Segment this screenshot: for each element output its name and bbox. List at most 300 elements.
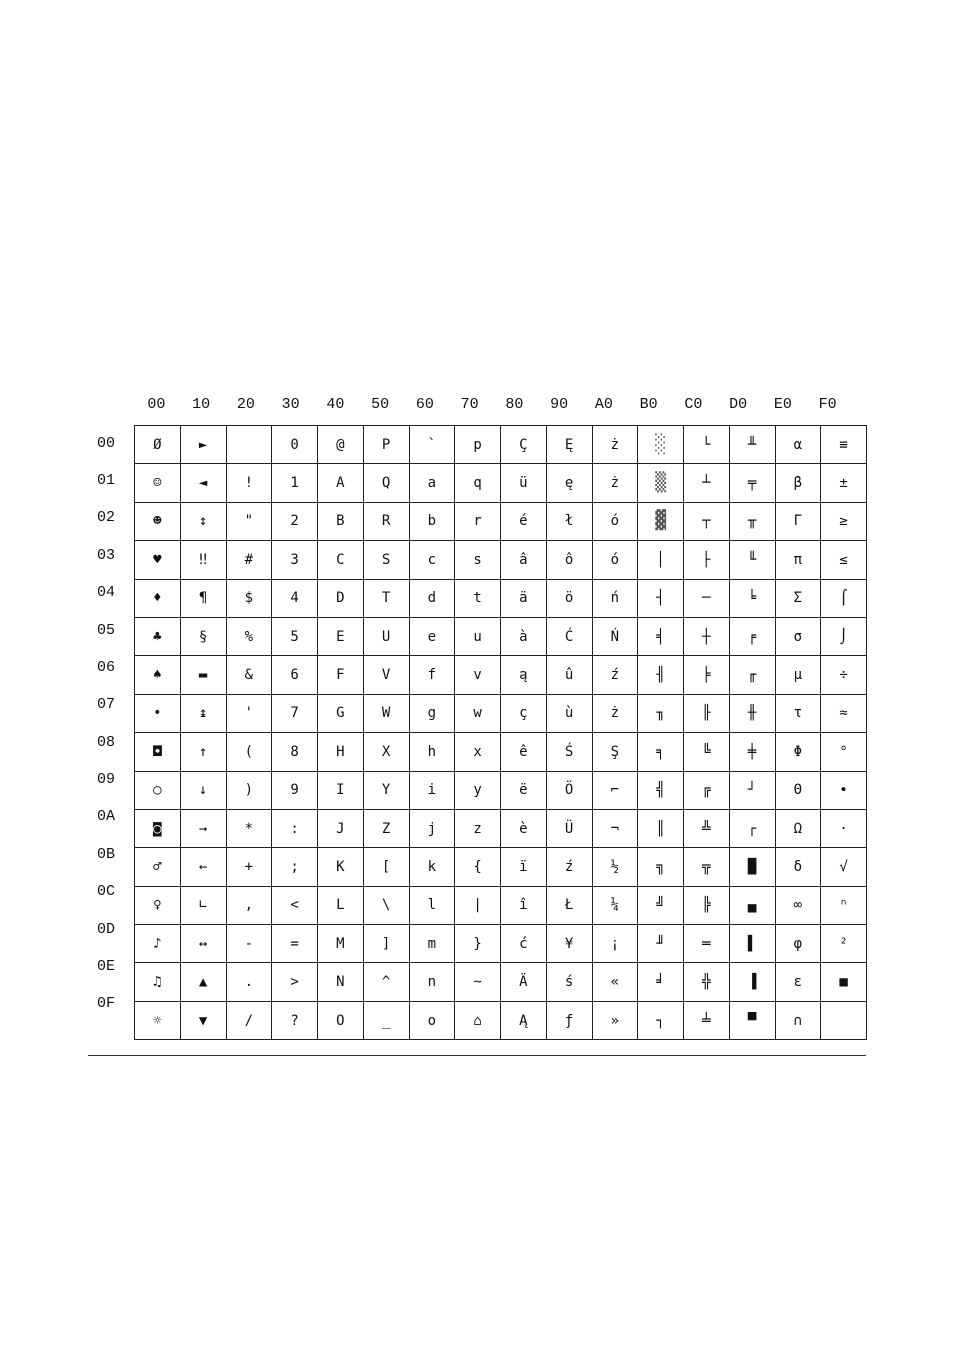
- char-cell: Ø: [135, 426, 181, 464]
- column-header-10: 10: [192, 396, 211, 413]
- char-cell: U: [363, 617, 409, 655]
- char-cell: ║: [638, 809, 684, 847]
- char-cell: ■: [821, 963, 867, 1001]
- row-header-column: [88, 425, 128, 1023]
- char-cell: H: [318, 733, 364, 771]
- char-cell: ┤: [638, 579, 684, 617]
- char-cell: ↔: [180, 925, 226, 963]
- char-cell: M: [318, 925, 364, 963]
- char-cell: ƒ: [546, 1001, 592, 1039]
- char-cell: ↑: [180, 733, 226, 771]
- char-cell: =: [272, 925, 318, 963]
- char-cell: P: [363, 426, 409, 464]
- char-cell: F: [318, 656, 364, 694]
- table-row: [135, 886, 867, 924]
- char-cell: B: [318, 502, 364, 540]
- row-header-02: 02: [96, 509, 115, 527]
- char-cell: ń: [592, 579, 638, 617]
- char-cell: ↨: [180, 694, 226, 732]
- char-cell: ö: [546, 579, 592, 617]
- char-cell: é: [501, 502, 547, 540]
- row-header-09: 09: [96, 771, 115, 789]
- char-cell: <: [272, 886, 318, 924]
- table-row: [135, 656, 867, 694]
- char-cell: ┐: [638, 1001, 684, 1039]
- char-cell: Ş: [592, 733, 638, 771]
- char-cell: ╔: [684, 771, 730, 809]
- char-cell: :: [272, 809, 318, 847]
- table-row: [135, 925, 867, 963]
- char-cell: ¼: [592, 886, 638, 924]
- char-cell: ∟: [180, 886, 226, 924]
- char-cell: [: [363, 848, 409, 886]
- char-cell: ░: [638, 426, 684, 464]
- row-header-0f: 0F: [96, 995, 115, 1013]
- char-cell: A: [318, 464, 364, 502]
- char-cell: i: [409, 771, 455, 809]
- char-cell: µ: [775, 656, 821, 694]
- char-cell: ╚: [684, 733, 730, 771]
- char-cell: [226, 426, 272, 464]
- table-row: [135, 963, 867, 1001]
- char-cell: ć: [501, 925, 547, 963]
- char-cell: &: [226, 656, 272, 694]
- char-cell: ○: [135, 771, 181, 809]
- char-cell: C: [318, 541, 364, 579]
- column-header-60: 60: [415, 396, 434, 413]
- char-cell: ♥: [135, 541, 181, 579]
- char-cell: /: [226, 1001, 272, 1039]
- row-header-0d: 0D: [96, 920, 115, 938]
- char-cell: §: [180, 617, 226, 655]
- char-cell: β: [775, 464, 821, 502]
- char-cell: K: [318, 848, 364, 886]
- char-cell: ☼: [135, 1001, 181, 1039]
- character-code-table: [134, 425, 867, 1040]
- char-cell: Ω: [775, 809, 821, 847]
- char-cell: ź: [546, 848, 592, 886]
- char-cell: o: [409, 1001, 455, 1039]
- char-cell: Σ: [775, 579, 821, 617]
- char-cell: α: [775, 426, 821, 464]
- table-row: [135, 579, 867, 617]
- char-cell: ł: [546, 502, 592, 540]
- char-cell: p: [455, 426, 501, 464]
- char-cell: ╞: [684, 656, 730, 694]
- char-cell: Ć: [546, 617, 592, 655]
- char-cell: ·: [821, 809, 867, 847]
- char-cell: ╡: [638, 617, 684, 655]
- row-header-0a: 0A: [96, 808, 115, 826]
- char-cell: ~: [455, 963, 501, 1001]
- char-cell: c: [409, 541, 455, 579]
- char-cell: 6: [272, 656, 318, 694]
- char-cell: d: [409, 579, 455, 617]
- char-cell: #: [226, 541, 272, 579]
- char-cell: ├: [684, 541, 730, 579]
- column-header-f0: F0: [818, 396, 837, 413]
- char-cell: e: [409, 617, 455, 655]
- char-cell: Φ: [775, 733, 821, 771]
- char-cell: ó: [592, 541, 638, 579]
- char-cell: D: [318, 579, 364, 617]
- char-cell: %: [226, 617, 272, 655]
- char-cell: 3: [272, 541, 318, 579]
- char-cell: â: [501, 541, 547, 579]
- char-cell: Γ: [775, 502, 821, 540]
- char-cell: │: [638, 541, 684, 579]
- char-cell: b: [409, 502, 455, 540]
- char-cell: ╠: [684, 886, 730, 924]
- char-cell: ╢: [638, 656, 684, 694]
- char-cell: ╟: [684, 694, 730, 732]
- table-row: [135, 617, 867, 655]
- char-cell: ⌠: [821, 579, 867, 617]
- char-cell: ▓: [638, 502, 684, 540]
- char-cell: ╘: [729, 579, 775, 617]
- char-cell: ▬: [180, 656, 226, 694]
- char-cell: u: [455, 617, 501, 655]
- column-header-40: 40: [326, 396, 345, 413]
- char-cell: ┬: [684, 502, 730, 540]
- char-cell: w: [455, 694, 501, 732]
- char-cell: ♂: [135, 848, 181, 886]
- char-cell: ♫: [135, 963, 181, 1001]
- char-cell: ź: [592, 656, 638, 694]
- horizontal-rule: [88, 1055, 866, 1056]
- char-cell: j: [409, 809, 455, 847]
- char-cell: ─: [684, 579, 730, 617]
- char-cell: ê: [501, 733, 547, 771]
- char-cell: ╝: [638, 886, 684, 924]
- char-cell: Z: [363, 809, 409, 847]
- char-cell: ▲: [180, 963, 226, 1001]
- char-cell: ╥: [729, 502, 775, 540]
- char-cell: ◙: [135, 809, 181, 847]
- char-cell: Ś: [546, 733, 592, 771]
- char-cell: ä: [501, 579, 547, 617]
- char-cell: ): [226, 771, 272, 809]
- char-cell: ▄: [729, 886, 775, 924]
- char-cell: ╜: [638, 925, 684, 963]
- char-cell: ╤: [729, 464, 775, 502]
- char-cell: [821, 1001, 867, 1039]
- column-header-row: [134, 396, 850, 416]
- char-cell: q: [455, 464, 501, 502]
- char-cell: ,: [226, 886, 272, 924]
- char-cell: ╨: [729, 426, 775, 464]
- char-cell: ∙: [821, 771, 867, 809]
- char-cell: >: [272, 963, 318, 1001]
- char-cell: ┼: [684, 617, 730, 655]
- table-row: [135, 733, 867, 771]
- char-cell: ►: [180, 426, 226, 464]
- char-cell: ô: [546, 541, 592, 579]
- char-cell: ☻: [135, 502, 181, 540]
- char-cell: ∩: [775, 1001, 821, 1039]
- char-cell: k: [409, 848, 455, 886]
- char-cell: Ö: [546, 771, 592, 809]
- char-cell: Q: [363, 464, 409, 502]
- char-cell: ε: [775, 963, 821, 1001]
- char-cell: ': [226, 694, 272, 732]
- char-cell: ï: [501, 848, 547, 886]
- char-cell: ╬: [684, 963, 730, 1001]
- char-cell: ç: [501, 694, 547, 732]
- char-cell: ¶: [180, 579, 226, 617]
- char-cell: X: [363, 733, 409, 771]
- char-cell: Ü: [546, 809, 592, 847]
- char-cell: ╣: [638, 771, 684, 809]
- char-cell: m: [409, 925, 455, 963]
- char-cell: 1: [272, 464, 318, 502]
- char-cell: (: [226, 733, 272, 771]
- char-cell: ≤: [821, 541, 867, 579]
- char-cell: ½: [592, 848, 638, 886]
- char-cell: ←: [180, 848, 226, 886]
- row-header-08: 08: [96, 733, 115, 751]
- char-cell: J: [318, 809, 364, 847]
- char-cell: ╓: [729, 656, 775, 694]
- char-cell: █: [729, 848, 775, 886]
- char-cell: »: [592, 1001, 638, 1039]
- char-cell: ▀: [729, 1001, 775, 1039]
- char-cell: ¬: [592, 809, 638, 847]
- char-cell: }: [455, 925, 501, 963]
- column-header-e0: E0: [773, 396, 792, 413]
- char-cell: g: [409, 694, 455, 732]
- char-cell: ╕: [638, 733, 684, 771]
- char-cell: ▼: [180, 1001, 226, 1039]
- char-cell: ∞: [775, 886, 821, 924]
- char-cell: ┌: [729, 809, 775, 847]
- char-cell: +: [226, 848, 272, 886]
- char-cell: ╒: [729, 617, 775, 655]
- char-cell: ²: [821, 925, 867, 963]
- char-cell: ‼: [180, 541, 226, 579]
- char-cell: I: [318, 771, 364, 809]
- char-cell: ╗: [638, 848, 684, 886]
- char-cell: ▐: [729, 963, 775, 1001]
- char-cell: √: [821, 848, 867, 886]
- char-cell: Θ: [775, 771, 821, 809]
- column-header-50: 50: [371, 396, 390, 413]
- char-cell: ż: [592, 694, 638, 732]
- char-cell: ¡: [592, 925, 638, 963]
- char-cell: ≈: [821, 694, 867, 732]
- char-cell: ╩: [684, 809, 730, 847]
- column-header-90: 90: [550, 396, 569, 413]
- column-header-30: 30: [281, 396, 300, 413]
- char-cell: .: [226, 963, 272, 1001]
- char-cell: è: [501, 809, 547, 847]
- char-cell: 2: [272, 502, 318, 540]
- char-cell: T: [363, 579, 409, 617]
- char-cell: h: [409, 733, 455, 771]
- char-cell: ù: [546, 694, 592, 732]
- char-cell: «: [592, 963, 638, 1001]
- char-cell: r: [455, 502, 501, 540]
- char-cell: ę: [546, 464, 592, 502]
- char-cell: ?: [272, 1001, 318, 1039]
- char-cell: $: [226, 579, 272, 617]
- table-row: [135, 848, 867, 886]
- char-cell: φ: [775, 925, 821, 963]
- table-row: [135, 541, 867, 579]
- char-cell: \: [363, 886, 409, 924]
- char-cell: τ: [775, 694, 821, 732]
- char-cell: ═: [684, 925, 730, 963]
- char-cell: Ą: [501, 1001, 547, 1039]
- char-cell: Ń: [592, 617, 638, 655]
- char-cell: @: [318, 426, 364, 464]
- char-cell: ]: [363, 925, 409, 963]
- row-header-03: 03: [96, 546, 115, 564]
- char-cell: ë: [501, 771, 547, 809]
- char-cell: →: [180, 809, 226, 847]
- char-cell: ↓: [180, 771, 226, 809]
- char-cell: 0: [272, 426, 318, 464]
- row-header-07: 07: [96, 696, 115, 714]
- char-cell: N: [318, 963, 364, 1001]
- char-cell: ♣: [135, 617, 181, 655]
- column-header-70: 70: [460, 396, 479, 413]
- char-cell: ż: [592, 464, 638, 502]
- char-cell: ó: [592, 502, 638, 540]
- char-cell: ▌: [729, 925, 775, 963]
- row-header-06: 06: [96, 658, 115, 676]
- row-header-05: 05: [96, 621, 115, 639]
- char-cell: O: [318, 1001, 364, 1039]
- char-cell: x: [455, 733, 501, 771]
- row-header-04: 04: [96, 584, 115, 602]
- char-cell: Ä: [501, 963, 547, 1001]
- char-cell: z: [455, 809, 501, 847]
- char-cell: V: [363, 656, 409, 694]
- char-cell: W: [363, 694, 409, 732]
- char-cell: 9: [272, 771, 318, 809]
- char-cell: y: [455, 771, 501, 809]
- char-cell: S: [363, 541, 409, 579]
- char-cell: a: [409, 464, 455, 502]
- char-cell: ⌐: [592, 771, 638, 809]
- char-cell: 5: [272, 617, 318, 655]
- char-cell: ⁿ: [821, 886, 867, 924]
- column-header-d0: D0: [729, 396, 748, 413]
- char-cell: v: [455, 656, 501, 694]
- char-cell: û: [546, 656, 592, 694]
- char-cell: ↕: [180, 502, 226, 540]
- row-header-0e: 0E: [96, 957, 115, 975]
- table-row: [135, 809, 867, 847]
- char-cell: Ç: [501, 426, 547, 464]
- char-cell: ≡: [821, 426, 867, 464]
- char-cell: !: [226, 464, 272, 502]
- char-cell: |: [455, 886, 501, 924]
- char-cell: ╪: [729, 733, 775, 771]
- char-cell: ±: [821, 464, 867, 502]
- char-cell: î: [501, 886, 547, 924]
- char-cell: s: [455, 541, 501, 579]
- char-cell: •: [135, 694, 181, 732]
- char-cell: ⌡: [821, 617, 867, 655]
- char-cell: `: [409, 426, 455, 464]
- char-cell: R: [363, 502, 409, 540]
- char-cell: ◘: [135, 733, 181, 771]
- column-header-a0: A0: [594, 396, 613, 413]
- char-cell: 7: [272, 694, 318, 732]
- char-cell: σ: [775, 617, 821, 655]
- char-cell: ♠: [135, 656, 181, 694]
- char-cell: └: [684, 426, 730, 464]
- char-cell: ╫: [729, 694, 775, 732]
- column-header-00: 00: [147, 396, 166, 413]
- char-cell: L: [318, 886, 364, 924]
- char-cell: à: [501, 617, 547, 655]
- char-cell: ü: [501, 464, 547, 502]
- char-cell: ;: [272, 848, 318, 886]
- char-cell: δ: [775, 848, 821, 886]
- char-cell: E: [318, 617, 364, 655]
- table-row: [135, 426, 867, 464]
- char-cell: ☺: [135, 464, 181, 502]
- char-cell: ś: [546, 963, 592, 1001]
- char-cell: l: [409, 886, 455, 924]
- char-cell: ┘: [729, 771, 775, 809]
- char-cell: ": [226, 502, 272, 540]
- char-cell: ¥: [546, 925, 592, 963]
- column-header-20: 20: [236, 396, 255, 413]
- char-cell: ≥: [821, 502, 867, 540]
- table-row: [135, 694, 867, 732]
- row-header-0b: 0B: [96, 845, 115, 863]
- column-header-c0: C0: [684, 396, 703, 413]
- char-cell: t: [455, 579, 501, 617]
- char-cell: G: [318, 694, 364, 732]
- char-cell: _: [363, 1001, 409, 1039]
- char-cell: Ł: [546, 886, 592, 924]
- char-cell: ą: [501, 656, 547, 694]
- row-header-01: 01: [96, 472, 115, 490]
- char-cell: ╙: [729, 541, 775, 579]
- char-cell: ┴: [684, 464, 730, 502]
- char-cell: ż: [592, 426, 638, 464]
- char-cell: ╛: [638, 963, 684, 1001]
- table-row: [135, 1001, 867, 1039]
- char-cell: ÷: [821, 656, 867, 694]
- char-cell: π: [775, 541, 821, 579]
- char-cell: f: [409, 656, 455, 694]
- column-header-80: 80: [505, 396, 524, 413]
- column-header-b0: B0: [639, 396, 658, 413]
- char-cell: °: [821, 733, 867, 771]
- char-cell: ╖: [638, 694, 684, 732]
- char-cell: Y: [363, 771, 409, 809]
- char-cell: ◄: [180, 464, 226, 502]
- char-cell: ▒: [638, 464, 684, 502]
- table-row: [135, 771, 867, 809]
- table-row: [135, 464, 867, 502]
- char-cell: 8: [272, 733, 318, 771]
- row-header-00: 00: [96, 434, 115, 452]
- char-cell: Ę: [546, 426, 592, 464]
- char-cell: ♪: [135, 925, 181, 963]
- row-header-0c: 0C: [96, 883, 115, 901]
- table-row: [135, 502, 867, 540]
- char-cell: ^: [363, 963, 409, 1001]
- char-cell: n: [409, 963, 455, 1001]
- char-cell: ╧: [684, 1001, 730, 1039]
